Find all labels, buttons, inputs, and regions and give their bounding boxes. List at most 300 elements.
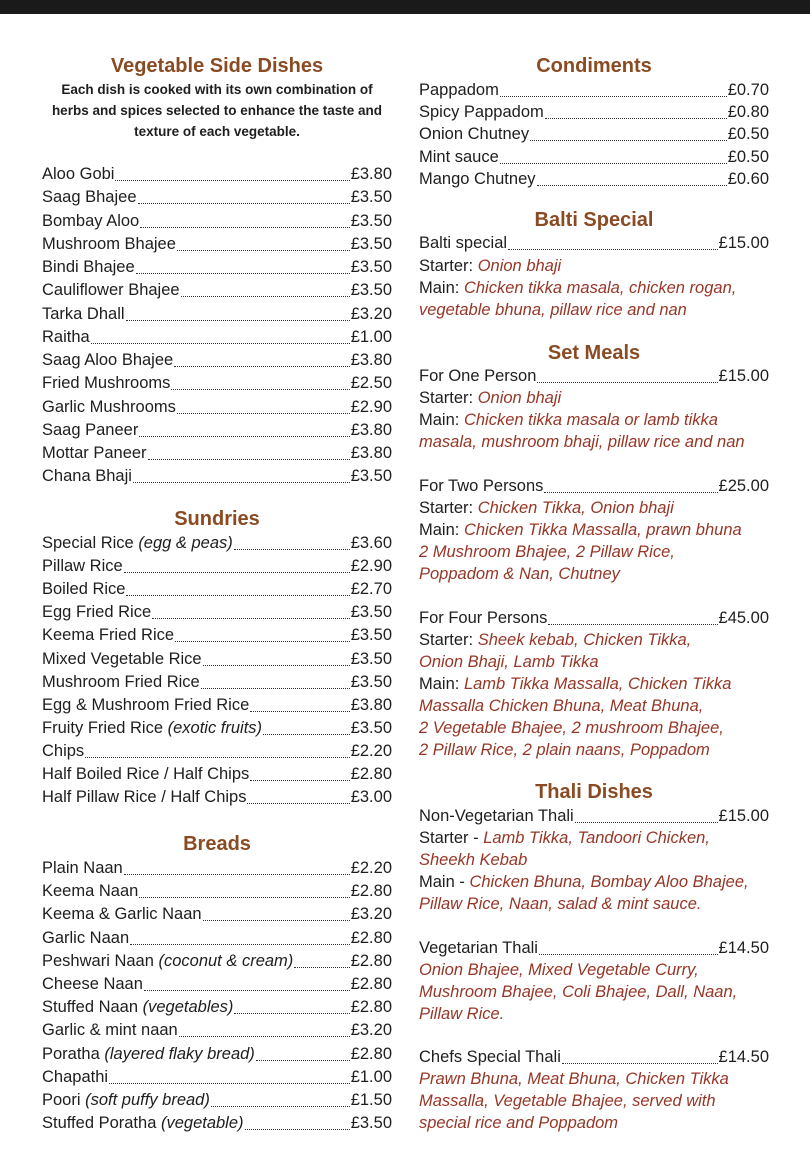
item-name (42, 624, 174, 647)
top-bar (0, 0, 810, 14)
item-name (42, 996, 233, 1019)
item-name-text: Half Boiled Rice / Half Chips (42, 765, 250, 783)
menu-item (42, 1112, 392, 1135)
leader-dots (234, 548, 350, 550)
leader-dots (139, 435, 349, 437)
item-name-text: Bombay Aloo (42, 211, 140, 230)
item-name-text: Chana Bhaji (42, 467, 132, 486)
leader-dots (171, 388, 349, 390)
veg-thali-line-2: Mushroom Bhajee, Coli Bhajee, Dall, Naan, (419, 983, 738, 1001)
item-name-text: Saag Aloo Bhajee (42, 351, 174, 369)
menu-item (42, 555, 392, 578)
item-name (419, 168, 536, 191)
balti-special-heading: Balti Special (534, 209, 654, 231)
leader-dots (234, 1012, 349, 1014)
item-price: £2.80 (350, 882, 392, 901)
item-name-text: Mushroom Fried Rice (42, 672, 200, 691)
item-price: £3.80 (350, 351, 392, 369)
menu-item (42, 624, 392, 647)
menu-item (419, 101, 769, 124)
item-name-text: Chips (42, 741, 85, 760)
item-name-text: Egg Fried Rice (42, 603, 152, 622)
item-note: (layered flaky bread) (104, 1044, 255, 1063)
item-name-text: Chapathi (42, 1067, 109, 1086)
item-price: £1.50 (350, 1091, 392, 1109)
leader-dots (179, 1035, 350, 1037)
item-name-text: Mint sauce (419, 147, 499, 166)
item-price: £3.60 (350, 534, 392, 552)
item-name (42, 1089, 210, 1112)
menu-item (42, 740, 392, 763)
item-name-text: Pappadom (419, 81, 499, 99)
two-persons-main-line-3: Poppadom & Nan, Chutney (419, 565, 620, 583)
menu-item (42, 1089, 392, 1112)
leader-dots (530, 139, 727, 141)
starter-text: Chicken Tikka, Onion bhaji (477, 499, 674, 517)
leader-dots (203, 664, 350, 666)
item-name-text: Cheese Naan (42, 975, 143, 993)
menu-item (42, 671, 392, 694)
item-name-text: Keema & Garlic Naan (42, 905, 202, 924)
menu-item (42, 648, 392, 671)
item-price: £15.00 (718, 367, 769, 385)
item-price: £2.50 (350, 374, 392, 393)
item-price: £25.00 (718, 477, 769, 495)
item-name (42, 671, 200, 694)
leader-dots (537, 381, 717, 383)
starter-label: Starter: (419, 499, 474, 517)
condiments-heading: Condiments (536, 55, 652, 77)
leader-dots (545, 117, 727, 119)
two-persons-main (419, 519, 769, 541)
item-name-text: Garlic & mint naan (42, 1021, 178, 1040)
four-persons-main-line-4: 2 Pillaw Rice, 2 plain naans, Poppadom (419, 741, 710, 759)
menu-item-non-vegetarian-thali (419, 805, 769, 828)
item-name-text: Saag Bhajee (42, 188, 137, 207)
main-label: Main: (419, 521, 460, 539)
item-name (42, 601, 151, 624)
item-price: £3.20 (350, 1021, 392, 1040)
item-price: £3.50 (350, 718, 392, 737)
item-name (419, 79, 499, 102)
starter-label: Starter: (419, 389, 474, 407)
leader-dots (500, 95, 727, 97)
menu-item (419, 79, 769, 102)
item-price: £3.50 (350, 649, 392, 668)
item-price: £2.70 (350, 580, 392, 599)
menu-item (42, 279, 392, 302)
item-name-text: Garlic Naan (42, 928, 130, 947)
menu-item (42, 1043, 392, 1066)
item-name (42, 555, 123, 578)
non-veg-thali-starter-line-2: Sheekh Kebab (419, 851, 528, 869)
leader-dots (201, 687, 350, 689)
leader-dots (124, 873, 350, 875)
non-veg-thali-starter (419, 827, 769, 849)
item-price: £2.80 (350, 765, 392, 783)
menu-item-for-two-persons (419, 475, 769, 498)
item-name (42, 372, 170, 395)
item-name (42, 303, 125, 326)
leader-dots (126, 594, 349, 596)
vegetable-intro-line-3: texture of each vegetable. (134, 124, 300, 139)
menu-item (42, 880, 392, 903)
vegetable-side-dishes-heading: Vegetable Side Dishes (110, 55, 324, 77)
item-price: £3.50 (350, 672, 392, 691)
item-price: £2.20 (350, 859, 392, 877)
menu-item (42, 349, 392, 372)
item-price: £3.50 (350, 467, 392, 486)
item-name (42, 694, 249, 717)
item-name-text: Fried Mushrooms (42, 374, 171, 393)
item-price: £15.00 (718, 234, 769, 252)
leader-dots (562, 1062, 718, 1064)
leader-dots (174, 365, 350, 367)
balti-main-line-2: vegetable bhuna, pillaw rice and nan (419, 301, 687, 319)
veg-thali-line-1: Onion Bhajee, Mixed Vegetable Curry, (419, 961, 699, 979)
item-note: (coconut & cream) (158, 951, 294, 970)
leader-dots (575, 821, 718, 823)
item-name (42, 279, 180, 302)
item-name-text: Pillaw Rice (42, 557, 123, 576)
item-name (42, 186, 137, 209)
item-name (42, 442, 147, 465)
one-person-starter (419, 387, 769, 409)
menu-item (42, 578, 392, 601)
menu-item (42, 1019, 392, 1042)
item-price: £3.50 (350, 258, 392, 276)
non-veg-thali-main-line-2: Pillaw Rice, Naan, salad & mint sauce. (419, 895, 702, 913)
item-name-text: Mixed Vegetable Rice (42, 649, 202, 668)
item-price: £3.80 (350, 695, 392, 714)
main-text: Chicken Bhuna, Bombay Aloo Bhajee, (469, 873, 749, 891)
item-name: Chefs Special Thali (419, 1048, 561, 1066)
item-price: £3.20 (350, 905, 392, 924)
menu-item (42, 465, 392, 488)
item-name-text: Fruity Fried Rice (42, 718, 164, 737)
item-name (42, 1043, 255, 1066)
starter-text: Onion bhaji (477, 257, 562, 275)
item-name (42, 1066, 108, 1089)
leader-dots (537, 184, 727, 186)
item-name (42, 233, 176, 256)
item-name (419, 101, 544, 124)
leader-dots (144, 989, 350, 991)
item-name-text: Aloo Gobi (42, 165, 115, 183)
item-name-text: Egg & Mushroom Fried Rice (42, 695, 250, 714)
main-label: Main - (419, 873, 465, 891)
leader-dots (126, 319, 350, 321)
item-name (42, 349, 173, 372)
item-price: £3.50 (350, 188, 392, 207)
menu-item (42, 372, 392, 395)
vegetable-intro-line-1: Each dish is cooked with its own combination of (61, 82, 373, 97)
item-name-text: Cauliflower Bhajee (42, 281, 180, 300)
item-name-text: Raitha (42, 327, 90, 346)
menu-item (42, 996, 392, 1019)
leader-dots (133, 481, 350, 483)
four-persons-main-line-3: 2 Vegetable Bhajee, 2 mushroom Bhajee, (419, 719, 724, 737)
item-name (42, 880, 138, 903)
item-name (42, 465, 132, 488)
leader-dots (140, 226, 349, 228)
item-price: £3.50 (350, 211, 392, 230)
four-persons-main-line-2: Massalla Chicken Bhuna, Meat Bhuna, (419, 697, 704, 715)
item-price: £1.00 (350, 327, 392, 346)
item-note: (soft puffy bread) (85, 1091, 210, 1109)
item-price: £3.80 (350, 420, 392, 439)
menu-item (42, 601, 392, 624)
menu-item (42, 786, 392, 809)
item-note: (vegetable) (160, 1114, 244, 1133)
item-name-text: Saag Paneer (42, 420, 139, 439)
main-text: Lamb Tikka Massalla, Chicken Tikka (463, 675, 732, 693)
menu-item-for-four-persons (419, 607, 769, 630)
one-person-main (419, 409, 769, 431)
leader-dots (256, 1059, 350, 1061)
item-price: £2.80 (350, 1044, 392, 1063)
item-name-text: Onion Chutney (419, 125, 530, 144)
menu-item (42, 210, 392, 233)
item-name (42, 763, 249, 786)
main-label: Main: (419, 675, 460, 693)
leader-dots (152, 617, 350, 619)
menu-item (42, 442, 392, 465)
menu-item (42, 717, 392, 740)
menu-item (42, 857, 392, 880)
item-name (42, 740, 84, 763)
leader-dots (177, 249, 350, 251)
item-name (42, 1112, 244, 1135)
menu-item (42, 973, 392, 996)
item-price: £2.90 (350, 397, 392, 416)
item-price: £0.50 (727, 125, 769, 144)
leader-dots (247, 802, 349, 804)
item-price: £3.50 (350, 626, 392, 645)
menu-item (419, 146, 769, 169)
item-name: For Four Persons (419, 609, 548, 627)
menu-item (42, 163, 392, 186)
item-name (42, 256, 135, 279)
main-label: Main: (419, 411, 460, 429)
leader-dots (548, 623, 717, 625)
item-name-text: Bindi Bhajee (42, 258, 135, 276)
menu-item (419, 123, 769, 146)
menu-item (42, 903, 392, 926)
item-name-text: Boiled Rice (42, 580, 126, 599)
item-price: £2.80 (350, 951, 392, 970)
item-name (42, 717, 262, 740)
leader-dots (539, 953, 718, 955)
menu-item (42, 1066, 392, 1089)
item-name-text: Stuffed Naan (42, 998, 139, 1017)
item-price: £3.50 (350, 281, 392, 300)
starter-label: Starter: (419, 257, 474, 275)
menu-item (42, 233, 392, 256)
item-name (42, 903, 202, 926)
one-person-main-line-2: masala, mushroom bhaji, pillaw rice and nan (419, 433, 745, 451)
leader-dots (508, 248, 717, 250)
leader-dots (138, 202, 350, 204)
menu-item (42, 763, 392, 786)
item-name-text: Poori (42, 1091, 81, 1109)
item-price: £2.80 (350, 998, 392, 1017)
leader-dots (139, 896, 349, 898)
item-name (42, 326, 90, 349)
set-meals-heading: Set Meals (547, 342, 641, 364)
leader-dots (148, 458, 350, 460)
item-price: £3.20 (350, 304, 392, 323)
item-name-text: Mushroom Bhajee (42, 234, 176, 253)
leader-dots (245, 1128, 350, 1130)
leader-dots (203, 919, 350, 921)
leader-dots (500, 162, 727, 164)
menu-item (42, 927, 392, 950)
leader-dots (85, 756, 350, 758)
leader-dots (175, 640, 350, 642)
leader-dots (250, 710, 349, 712)
item-name-text: Special Rice (42, 534, 134, 552)
item-name (42, 857, 123, 880)
leader-dots (544, 491, 717, 493)
item-price: £2.80 (350, 928, 392, 947)
item-price: £2.20 (350, 741, 392, 760)
item-name (42, 927, 129, 950)
balti-starter (419, 255, 769, 277)
leader-dots (115, 179, 349, 181)
item-price: £3.80 (350, 165, 392, 183)
leader-dots (124, 571, 350, 573)
menu-item (42, 303, 392, 326)
item-name-text: Mottar Paneer (42, 444, 147, 462)
item-name-text: Stuffed Poratha (42, 1114, 157, 1133)
vegetable-intro-line-2: herbs and spices selected to enhance the taste and (51, 103, 383, 118)
item-name (419, 123, 529, 146)
leader-dots (294, 966, 349, 968)
item-name: For Two Persons (419, 477, 544, 495)
leader-dots (211, 1105, 350, 1107)
menu-item (419, 168, 769, 191)
menu-item (42, 256, 392, 279)
item-name: Non-Vegetarian Thali (419, 807, 574, 825)
menu-item (42, 419, 392, 442)
starter-text: Onion bhaji (477, 389, 562, 407)
menu-item-chefs-special-thali (419, 1046, 769, 1069)
item-price: £3.00 (350, 788, 392, 807)
item-note: (egg & peas) (138, 534, 233, 552)
item-price: £3.80 (350, 444, 392, 462)
four-persons-main (419, 673, 769, 695)
item-name (42, 973, 143, 996)
item-name-text: Poratha (42, 1044, 100, 1063)
item-name-text: Keema Naan (42, 882, 139, 901)
item-name (42, 1019, 178, 1042)
starter-text: Lamb Tikka, Tandoori Chicken, (483, 829, 710, 847)
menu-item (42, 950, 392, 973)
item-name: For One Person (419, 367, 537, 385)
item-name-text: Half Pillaw Rice / Half Chips (42, 788, 247, 807)
thali-dishes-heading: Thali Dishes (535, 781, 653, 803)
item-price: £0.60 (727, 169, 769, 188)
item-price: £1.00 (350, 1067, 392, 1086)
main-text: Chicken Tikka Massalla, prawn bhuna (463, 521, 742, 539)
sundries-heading: Sundries (174, 508, 260, 530)
item-price: £3.50 (350, 603, 392, 622)
item-name (42, 786, 246, 809)
menu-item (42, 396, 392, 419)
starter-text: Sheek kebab, Chicken Tikka, (477, 631, 692, 649)
chefs-thali-line-3: special rice and Poppadom (419, 1114, 619, 1132)
menu-item-for-one-person (419, 365, 769, 388)
item-price: £14.50 (718, 939, 769, 957)
starter-label: Starter - (419, 829, 479, 847)
leader-dots (130, 943, 350, 945)
chefs-thali-line-1: Prawn Bhuna, Meat Bhuna, Chicken Tikka (419, 1070, 729, 1088)
four-persons-starter (419, 629, 769, 651)
menu-item (42, 326, 392, 349)
item-price: £3.50 (350, 234, 392, 253)
leader-dots (177, 412, 350, 414)
item-name (42, 648, 202, 671)
menu-item (42, 186, 392, 209)
two-persons-starter (419, 497, 769, 519)
two-persons-main-line-2: 2 Mushroom Bhajee, 2 Pillaw Rice, (419, 543, 675, 561)
main-text: Chicken tikka masala, chicken rogan, (463, 279, 737, 297)
non-veg-thali-main (419, 871, 769, 893)
leader-dots (91, 342, 350, 344)
leader-dots (250, 779, 349, 781)
item-note: (exotic fruits) (167, 718, 263, 737)
item-name: Balti special (419, 234, 508, 252)
item-price: £3.50 (350, 1114, 392, 1133)
starter-label: Starter: (419, 631, 474, 649)
veg-thali-line-3: Pillaw Rice. (419, 1005, 505, 1023)
balti-main (419, 277, 769, 299)
item-name (42, 419, 138, 442)
item-price: £0.50 (727, 147, 769, 166)
leader-dots (136, 272, 350, 274)
item-name: Vegetarian Thali (419, 939, 538, 957)
item-price: £0.80 (727, 103, 769, 122)
item-name (42, 163, 114, 186)
item-price: £45.00 (718, 609, 769, 627)
item-price: £15.00 (718, 807, 769, 825)
item-name-text: Keema Fried Rice (42, 626, 175, 645)
item-name (42, 396, 176, 419)
leader-dots (109, 1082, 350, 1084)
item-note: (vegetables) (142, 998, 234, 1017)
item-price: £0.70 (727, 81, 769, 99)
item-name-text: Mango Chutney (419, 169, 536, 188)
item-name-text: Plain Naan (42, 859, 123, 877)
item-name (42, 532, 233, 555)
item-name (42, 578, 125, 601)
item-name-text: Garlic Mushrooms (42, 397, 176, 416)
item-name-text: Peshwari Naan (42, 951, 154, 970)
menu-item (42, 532, 392, 555)
leader-dots (181, 295, 350, 297)
item-name (42, 950, 293, 973)
item-price: £2.80 (350, 975, 392, 993)
breads-heading: Breads (183, 833, 251, 855)
chefs-thali-line-2: Massalla, Vegetable Bhajee, served with (419, 1092, 716, 1110)
item-price: £2.90 (350, 557, 392, 576)
item-name (42, 210, 139, 233)
menu-item (42, 694, 392, 717)
item-name (419, 146, 499, 169)
menu-item-balti-special (419, 232, 769, 255)
menu-item-vegetarian-thali (419, 937, 769, 960)
